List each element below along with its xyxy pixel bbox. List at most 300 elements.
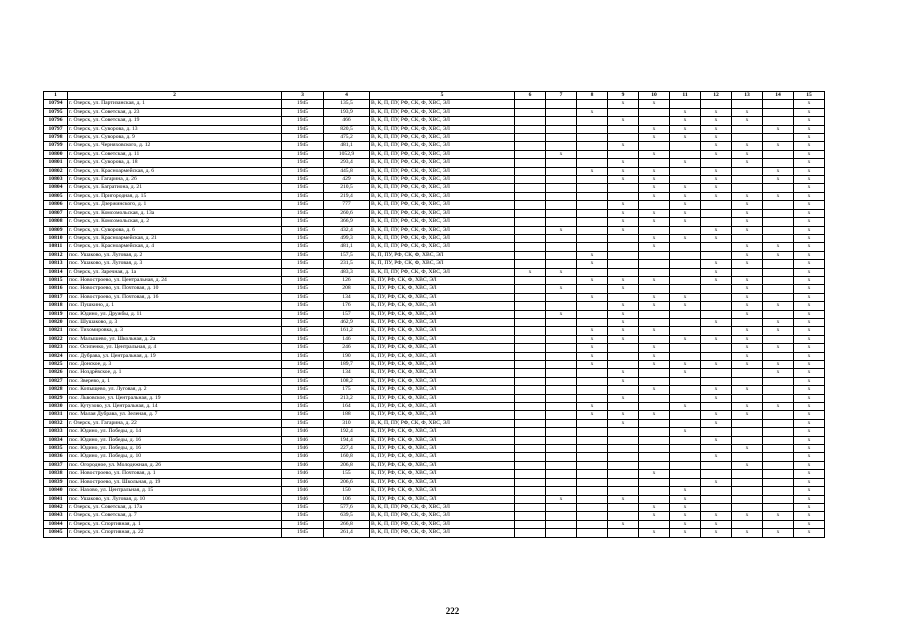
area-cell: 219,4 [324,192,370,200]
address-cell: г. Озерск, ул. Комсомольская, д. 2 [68,218,282,226]
mark-cell-col-10: x [639,176,670,184]
mark-cell-col-7 [546,428,577,436]
mark-cell-col-12: x [701,142,732,150]
mark-cell-col-12 [701,445,732,453]
row-id-cell: 10800 [44,150,68,158]
mark-cell-col-13: x [732,310,763,318]
systems-cell: В, К, П, ПУ, РФ, СК, Ф, ХВС, ЭЛ [370,520,515,528]
area-cell: 227,4 [324,445,370,453]
mark-cell-col-8 [577,503,608,511]
row-id-cell: 10825 [44,361,68,369]
mark-cell-col-8 [577,117,608,125]
mark-cell-col-8 [577,512,608,520]
year-cell: 1945 [282,117,324,125]
mark-cell-col-6 [515,369,546,377]
systems-cell: В, К, П, ПУ, РФ, СК, Ф, ХВС, ЭЛ [370,167,515,175]
mark-cell-col-8 [577,268,608,276]
row-id-cell: 10831 [44,411,68,419]
mark-cell-col-9: x [608,318,639,326]
mark-cell-col-13 [732,234,763,242]
mark-cell-col-9: x [608,117,639,125]
year-cell: 1945 [282,344,324,352]
mark-cell-col-6 [515,142,546,150]
mark-cell-col-7 [546,529,577,537]
mark-cell-col-11: x [670,184,701,192]
mark-cell-col-8 [577,192,608,200]
systems-cell: К, ПУ, РФ, СК, Ф, ХВС, ЭЛ [370,335,515,343]
systems-cell: В, К, П, ПУ, РФ, СК, Ф, ХВС, ЭЛ [370,100,515,108]
table-body [44,100,825,537]
mark-cell-col-7 [546,293,577,301]
area-cell: 134 [324,293,370,301]
mark-cell-col-9 [608,403,639,411]
mark-cell-col-9 [608,461,639,469]
table-row [44,209,825,217]
mark-cell-col-12 [701,218,732,226]
table-row [44,318,825,326]
mark-cell-col-12 [701,327,732,335]
year-cell: 1945 [282,419,324,427]
mark-cell-col-12 [701,495,732,503]
mark-cell-col-7 [546,436,577,444]
systems-cell: К, ПУ, РФ, СК, Ф, ХВС, ЭЛ [370,344,515,352]
mark-cell-col-15: x [794,192,825,200]
mark-cell-col-14: x [763,361,794,369]
address-cell: пос. Донское, д. 3 [68,361,282,369]
column-header-10: 10 [639,92,670,100]
mark-cell-col-15: x [794,461,825,469]
page-number: 222 [445,606,460,616]
mark-cell-col-13 [732,436,763,444]
mark-cell-col-8: x [577,108,608,116]
row-id-cell: 10823 [44,344,68,352]
mark-cell-col-12: x [701,192,732,200]
mark-cell-col-11: x [670,302,701,310]
mark-cell-col-6 [515,150,546,158]
mark-cell-col-13: x [732,361,763,369]
table-row [44,192,825,200]
mark-cell-col-15: x [794,487,825,495]
row-id-cell: 10816 [44,285,68,293]
mark-cell-col-10: x [639,529,670,537]
mark-cell-col-7 [546,411,577,419]
mark-cell-col-6 [515,529,546,537]
mark-cell-col-8 [577,201,608,209]
column-header-13: 13 [732,92,763,100]
mark-cell-col-9 [608,512,639,520]
mark-cell-col-9: x [608,226,639,234]
mark-cell-col-13: x [732,344,763,352]
area-cell: 126 [324,276,370,284]
year-cell: 1945 [282,377,324,385]
mark-cell-col-7 [546,386,577,394]
systems-cell: К, ПУ, РФ, СК, Ф, ХВС, ЭЛ [370,394,515,402]
mark-cell-col-6 [515,192,546,200]
year-cell: 1945 [282,335,324,343]
row-id-cell: 10842 [44,503,68,511]
mark-cell-col-8 [577,369,608,377]
mark-cell-col-11 [670,310,701,318]
mark-cell-col-11 [670,344,701,352]
mark-cell-col-10 [639,377,670,385]
mark-cell-col-15: x [794,268,825,276]
mark-cell-col-8 [577,310,608,318]
mark-cell-col-12: x [701,150,732,158]
mark-cell-col-7 [546,512,577,520]
column-header-6: 6 [515,92,546,100]
systems-cell: К, ПУ, РФ, СК, Ф, ХВС, ЭЛ [370,478,515,486]
address-cell: пос. Малышево, ул. Школьная, д. 2а [68,335,282,343]
mark-cell-col-14: x [763,369,794,377]
mark-cell-col-12 [701,344,732,352]
mark-cell-col-8 [577,419,608,427]
year-cell: 1945 [282,276,324,284]
mark-cell-col-11: x [670,428,701,436]
buildings-table [43,91,825,538]
systems-cell: В, К, П, ПУ, РФ, СК, Ф, ХВС, ЭЛ [370,192,515,200]
mark-cell-col-7 [546,445,577,453]
year-cell: 1945 [282,520,324,528]
area-cell: 481,1 [324,142,370,150]
mark-cell-col-11: x [670,503,701,511]
mark-cell-col-6 [515,226,546,234]
row-id-cell: 10839 [44,478,68,486]
row-id-cell: 10802 [44,167,68,175]
mark-cell-col-9 [608,487,639,495]
mark-cell-col-8 [577,529,608,537]
mark-cell-col-15: x [794,184,825,192]
systems-cell: К, ПУ, РФ, СК, Ф, ХВС, ЭЛ [370,318,515,326]
systems-cell: К, ПУ, РФ, СК, Ф, ХВС, ЭЛ [370,461,515,469]
row-id-cell: 10799 [44,142,68,150]
mark-cell-col-6 [515,453,546,461]
year-cell: 1946 [282,478,324,486]
year-cell: 1945 [282,108,324,116]
year-cell: 1945 [282,529,324,537]
mark-cell-col-10: x [639,344,670,352]
address-cell: пос. Ушаково, ул. Луговая, д. 10 [68,495,282,503]
mark-cell-col-15: x [794,209,825,217]
mark-cell-col-6 [515,176,546,184]
mark-cell-col-8 [577,100,608,108]
mark-cell-col-14 [763,453,794,461]
address-cell: пос. Дубрава, ул. Центральная, д. 19 [68,352,282,360]
mark-cell-col-10: x [639,209,670,217]
mark-cell-col-12: x [701,318,732,326]
mark-cell-col-7: x [546,310,577,318]
mark-cell-col-15: x [794,436,825,444]
mark-cell-col-8: x [577,276,608,284]
mark-cell-col-8 [577,134,608,142]
address-cell: г. Озерск, ул. Советская, д. 7 [68,512,282,520]
mark-cell-col-13 [732,377,763,385]
mark-cell-col-10 [639,310,670,318]
mark-cell-col-14: x [763,344,794,352]
mark-cell-col-10: x [639,361,670,369]
year-cell: 1945 [282,411,324,419]
mark-cell-col-10: x [639,352,670,360]
table-row [44,419,825,427]
mark-cell-col-13 [732,394,763,402]
address-cell: г. Озерск, ул. Дзержинского, д. 1 [68,201,282,209]
mark-cell-col-6 [515,478,546,486]
row-id-cell: 10830 [44,403,68,411]
mark-cell-col-12 [701,377,732,385]
mark-cell-col-7 [546,461,577,469]
table-row [44,411,825,419]
mark-cell-col-14 [763,234,794,242]
mark-cell-col-9: x [608,201,639,209]
mark-cell-col-8 [577,386,608,394]
mark-cell-col-11 [670,419,701,427]
mark-cell-col-12 [701,100,732,108]
mark-cell-col-10 [639,369,670,377]
table-row [44,150,825,158]
mark-cell-col-12 [701,201,732,209]
address-cell: г. Озерск, ул. Суворова, д. 9 [68,134,282,142]
year-cell: 1945 [282,184,324,192]
mark-cell-col-15: x [794,218,825,226]
systems-cell: К, ПУ, РФ, СК, Ф, ХВС, ЭЛ [370,361,515,369]
table-row [44,487,825,495]
mark-cell-col-6 [515,251,546,259]
mark-cell-col-9: x [608,302,639,310]
mark-cell-col-13: x [732,461,763,469]
table-row [44,520,825,528]
mark-cell-col-8: x [577,403,608,411]
mark-cell-col-6 [515,352,546,360]
year-cell: 1945 [282,176,324,184]
mark-cell-col-11: x [670,335,701,343]
mark-cell-col-6 [515,327,546,335]
mark-cell-col-9 [608,251,639,259]
mark-cell-col-13 [732,369,763,377]
table-row [44,369,825,377]
mark-cell-col-6 [515,495,546,503]
mark-cell-col-10 [639,285,670,293]
mark-cell-col-10: x [639,327,670,335]
mark-cell-col-9 [608,234,639,242]
table-row [44,335,825,343]
mark-cell-col-6 [515,394,546,402]
address-cell: г. Озерск, ул. Партизанская, д. 1 [68,100,282,108]
address-cell: пос. Осипенко, ул. Центральная, д. 4 [68,344,282,352]
mark-cell-col-10 [639,226,670,234]
table-row [44,361,825,369]
mark-cell-col-8 [577,377,608,385]
mark-cell-col-11 [670,394,701,402]
address-cell: г. Озерск, ул. Советская, д. 23 [68,108,282,116]
row-id-cell: 10805 [44,192,68,200]
mark-cell-col-7 [546,209,577,217]
mark-cell-col-10: x [639,234,670,242]
address-cell: пос. Огородное, ул. Молодежная, д. 26 [68,461,282,469]
mark-cell-col-8 [577,184,608,192]
address-cell: пос. Шушаково, д. 3 [68,318,282,326]
table-row [44,184,825,192]
address-cell: г. Озерск, ул. Комсомольская, д. 13а [68,209,282,217]
mark-cell-col-10 [639,478,670,486]
mark-cell-col-12: x [701,260,732,268]
mark-cell-col-13: x [732,529,763,537]
mark-cell-col-15: x [794,251,825,259]
mark-cell-col-9: x [608,159,639,167]
mark-cell-col-11: x [670,218,701,226]
mark-cell-col-12 [701,461,732,469]
mark-cell-col-12: x [701,184,732,192]
mark-cell-col-10 [639,260,670,268]
mark-cell-col-13: x [732,142,763,150]
mark-cell-col-13: x [732,243,763,251]
column-header-11: 11 [670,92,701,100]
mark-cell-col-13 [732,318,763,326]
mark-cell-col-10: x [639,150,670,158]
systems-cell: В, К, П, ПУ, РФ, СК, Ф, ХВС, ЭЛ [370,419,515,427]
mark-cell-col-6 [515,285,546,293]
mark-cell-col-14 [763,461,794,469]
mark-cell-col-8 [577,436,608,444]
mark-cell-col-15: x [794,310,825,318]
mark-cell-col-6 [515,108,546,116]
systems-cell: К, ПУ, РФ, СК, Ф, ХВС, ЭЛ [370,436,515,444]
mark-cell-col-6 [515,100,546,108]
mark-cell-col-13 [732,453,763,461]
mark-cell-col-7 [546,352,577,360]
mark-cell-col-15: x [794,201,825,209]
mark-cell-col-9 [608,503,639,511]
row-id-cell: 10810 [44,234,68,242]
year-cell: 1946 [282,436,324,444]
mark-cell-col-14 [763,201,794,209]
column-header-3: 3 [282,92,324,100]
year-cell: 1945 [282,251,324,259]
mark-cell-col-9 [608,428,639,436]
mark-cell-col-11 [670,142,701,150]
mark-cell-col-7 [546,100,577,108]
table-row [44,125,825,133]
mark-cell-col-12 [701,487,732,495]
mark-cell-col-10: x [639,243,670,251]
mark-cell-col-14 [763,268,794,276]
mark-cell-col-11 [670,226,701,234]
mark-cell-col-11 [670,251,701,259]
mark-cell-col-12 [701,369,732,377]
mark-cell-col-14 [763,503,794,511]
mark-cell-col-8 [577,445,608,453]
mark-cell-col-7 [546,503,577,511]
mark-cell-col-14 [763,150,794,158]
mark-cell-col-15: x [794,327,825,335]
row-id-cell: 10820 [44,318,68,326]
area-cell: 260,6 [324,209,370,217]
mark-cell-col-8 [577,470,608,478]
area-cell: 1052,9 [324,150,370,158]
mark-cell-col-7 [546,134,577,142]
mark-cell-col-13: x [732,352,763,360]
mark-cell-col-7 [546,318,577,326]
address-cell: пос. Копыщево, ул. Луговая, д. 2 [68,386,282,394]
mark-cell-col-15: x [794,529,825,537]
mark-cell-col-14 [763,117,794,125]
mark-cell-col-11: x [670,512,701,520]
mark-cell-col-9: x [608,394,639,402]
systems-cell: К, ПУ, РФ, СК, Ф, ХВС, ЭЛ [370,377,515,385]
area-cell: 208 [324,285,370,293]
mark-cell-col-10: x [639,503,670,511]
mark-cell-col-11: x [670,117,701,125]
mark-cell-col-15: x [794,276,825,284]
year-cell: 1945 [282,150,324,158]
mark-cell-col-9 [608,470,639,478]
mark-cell-col-14 [763,487,794,495]
mark-cell-col-9 [608,293,639,301]
mark-cell-col-14 [763,134,794,142]
mark-cell-col-8 [577,234,608,242]
mark-cell-col-11 [670,318,701,326]
table-row [44,243,825,251]
mark-cell-col-15: x [794,134,825,142]
mark-cell-col-10 [639,428,670,436]
mark-cell-col-15: x [794,453,825,461]
column-header-4: 4 [324,92,370,100]
table-header-row [44,92,825,100]
mark-cell-col-14 [763,335,794,343]
row-id-cell: 10803 [44,176,68,184]
mark-cell-col-11: x [670,520,701,528]
mark-cell-col-14 [763,285,794,293]
systems-cell: В, К, П, ПУ, РФ, СК, Ф, ХВС, ЭЛ [370,503,515,511]
systems-cell: В, К, П, ПУ, РФ, СК, Ф, ХВС, ЭЛ [370,134,515,142]
mark-cell-col-14 [763,394,794,402]
mark-cell-col-12: x [701,226,732,234]
systems-cell: В, К, П, ПУ, РФ, СК, Ф, ХВС, ЭЛ [370,512,515,520]
year-cell: 1945 [282,134,324,142]
mark-cell-col-7 [546,251,577,259]
mark-cell-col-8 [577,520,608,528]
mark-cell-col-10 [639,461,670,469]
mark-cell-col-14 [763,445,794,453]
mark-cell-col-9: x [608,310,639,318]
mark-cell-col-15: x [794,176,825,184]
mark-cell-col-8 [577,159,608,167]
address-cell: г. Озерск, ул. Суворова, д. 6 [68,226,282,234]
table-row [44,386,825,394]
systems-cell: К, ПУ, РФ, СК, Ф, ХВС, ЭЛ [370,428,515,436]
column-header-7: 7 [546,92,577,100]
mark-cell-col-12 [701,428,732,436]
mark-cell-col-13: x [732,335,763,343]
mark-cell-col-11: x [670,125,701,133]
address-cell: г. Озерск, ул. Спортивная, д. 22 [68,529,282,537]
mark-cell-col-8: x [577,352,608,360]
table-row [44,394,825,402]
area-cell: 429 [324,176,370,184]
mark-cell-col-7 [546,403,577,411]
systems-cell: К, ПУ, РФ, СК, Ф, ХВС, ЭЛ [370,293,515,301]
area-cell: 192,4 [324,428,370,436]
area-cell: 432,4 [324,226,370,234]
mark-cell-col-15: x [794,369,825,377]
area-cell: 150 [324,487,370,495]
mark-cell-col-13: x [732,302,763,310]
mark-cell-col-10: x [639,293,670,301]
mark-cell-col-7 [546,335,577,343]
mark-cell-col-8: x [577,260,608,268]
mark-cell-col-8: x [577,344,608,352]
table-row [44,512,825,520]
row-id-cell: 10834 [44,436,68,444]
mark-cell-col-15: x [794,403,825,411]
